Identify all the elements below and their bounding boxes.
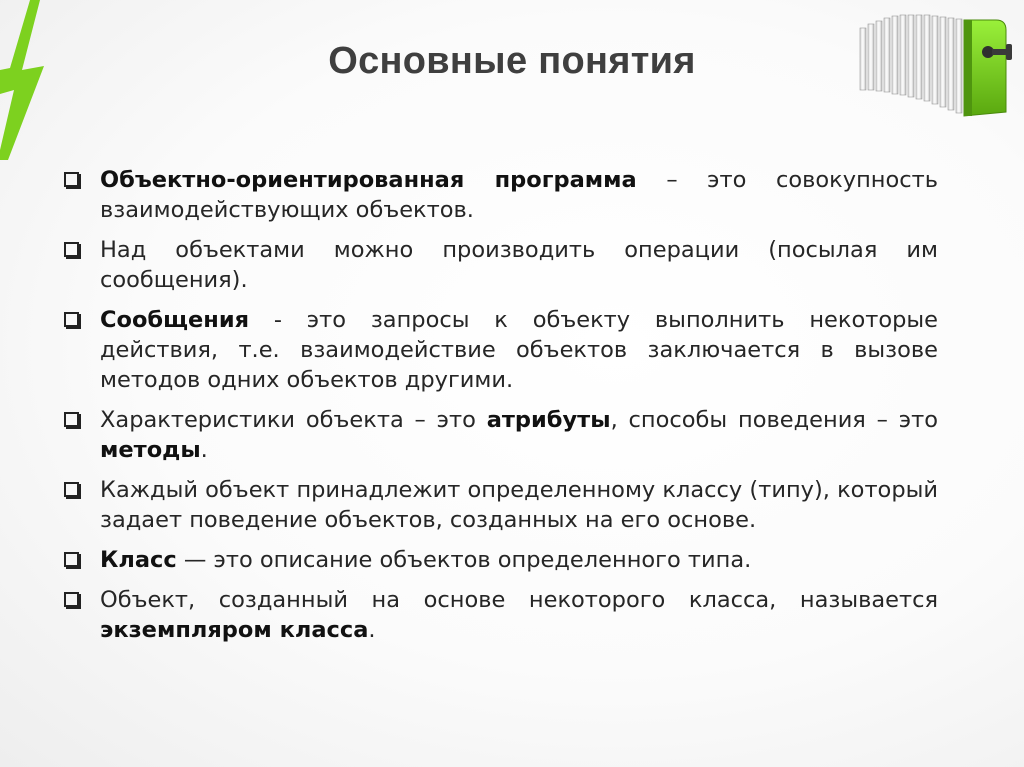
list-item	[62, 545, 938, 575]
checkbox-square-icon	[64, 172, 79, 187]
item-text: , способы поведения – это	[610, 407, 938, 433]
term: экземпляром класса	[100, 617, 369, 643]
item-text: .	[368, 617, 376, 643]
list-item	[62, 475, 938, 535]
green-server-key-icon	[846, 6, 1018, 122]
checkbox-square-icon	[64, 552, 79, 567]
item-text: – это совокупность взаимодействующих объектов.	[100, 167, 938, 223]
checkbox-square-icon	[64, 242, 79, 257]
list-item	[62, 305, 938, 395]
item-text: Каждый объект принадлежит определенному классу (типу), который задает поведение объектов, созданных на его основе.	[100, 477, 938, 533]
term: Объектно-ориентированная программа	[100, 167, 637, 193]
page-title: Основные понятия	[328, 40, 696, 82]
list-item	[62, 585, 938, 645]
list-item	[62, 405, 938, 465]
checkbox-square-icon	[64, 482, 79, 497]
list-item	[62, 235, 938, 295]
term: атрибуты	[486, 407, 611, 433]
item-text: — это описание объектов определенного типа.	[176, 547, 752, 573]
term: Класс	[100, 547, 177, 573]
item-text: Над объектами можно производить операции (посылая им сообщения).	[100, 237, 938, 293]
bullet-list	[62, 165, 938, 655]
item-text: - это запросы к объекту выполнить некоторые действия, т.е. взаимодействие объектов заключается в вызове методов одних объектов другими.	[100, 307, 938, 393]
term: методы	[100, 437, 201, 463]
item-text: .	[200, 437, 208, 463]
item-text: Характеристики объекта – это	[100, 407, 487, 433]
checkbox-square-icon	[64, 592, 79, 607]
checkbox-square-icon	[64, 312, 79, 327]
term: Сообщения	[100, 307, 250, 333]
item-text: Объект, созданный на основе некоторого класса, называется	[100, 587, 938, 613]
checkbox-square-icon	[64, 412, 79, 427]
list-item	[62, 165, 938, 225]
